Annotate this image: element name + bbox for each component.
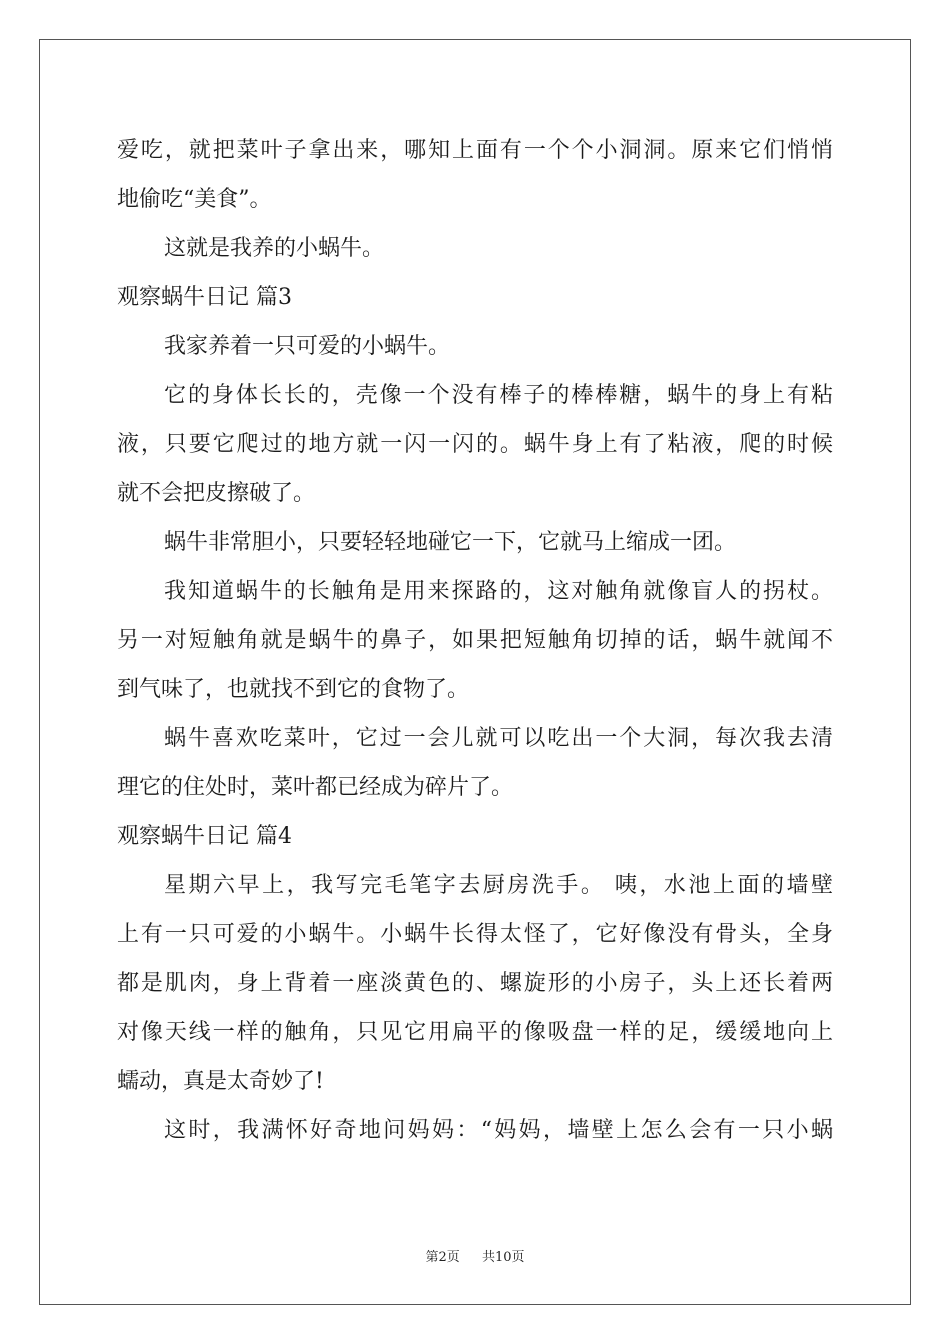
text-line: 都是肌肉，身上背着一座淡黄色的、螺旋形的小房子，头上还长着两 bbox=[117, 971, 833, 996]
text-line: 对像天线一样的触角，只见它用扁平的像吸盘一样的足，缓缓地向上 bbox=[117, 1020, 833, 1045]
text-line: 爱吃，就把菜叶子拿出来，哪知上面有一个个小洞洞。原来它们悄悄 bbox=[117, 138, 833, 163]
text-line: 液，只要它爬过的地方就一闪一闪的。蜗牛身上有了粘液，爬的时候 bbox=[117, 432, 833, 457]
section-heading: 观察蜗牛日记 篇4 bbox=[117, 824, 292, 849]
text-line: 这就是我养的小蜗牛。 bbox=[164, 236, 385, 261]
text-line: 上有一只可爱的小蜗牛。小蜗牛长得太怪了，它好像没有骨头，全身 bbox=[117, 922, 833, 947]
text-line: 蠕动，真是太奇妙了! bbox=[117, 1069, 324, 1094]
text-line: 我知道蜗牛的长触角是用来探路的，这对触角就像盲人的拐杖。 bbox=[164, 579, 833, 604]
text-line: 地偷吃“美食”。 bbox=[117, 187, 272, 212]
text-line: 就不会把皮擦破了。 bbox=[117, 481, 316, 506]
text-line: 另一对短触角就是蜗牛的鼻子，如果把短触角切掉的话，蜗牛就闻不 bbox=[117, 628, 833, 653]
page-number: 第2页 bbox=[425, 1250, 460, 1265]
text-line: 蜗牛喜欢吃菜叶，它过一会儿就可以吃出一个大洞，每次我去清 bbox=[164, 726, 833, 751]
text-line: 蜗牛非常胆小，只要轻轻地碰它一下，它就马上缩成一团。 bbox=[164, 530, 737, 555]
text-line: 它的身体长长的，壳像一个没有棒子的棒棒糖，蜗牛的身上有粘 bbox=[164, 383, 833, 408]
text-line: 星期六早上，我写完毛笔字去厨房洗手。 咦，水池上面的墙壁 bbox=[164, 873, 833, 898]
page-footer bbox=[0, 1246, 950, 1265]
page-total: 共10页 bbox=[482, 1250, 525, 1265]
text-line: 这时，我满怀好奇地问妈妈：“妈妈，墙壁上怎么会有一只小蜗 bbox=[164, 1118, 833, 1143]
text-line: 我家养着一只可爱的小蜗牛。 bbox=[164, 334, 451, 359]
text-line: 到气味了，也就找不到它的食物了。 bbox=[117, 677, 470, 702]
text-line: 理它的住处时，菜叶都已经成为碎片了。 bbox=[117, 775, 514, 800]
section-heading: 观察蜗牛日记 篇3 bbox=[117, 285, 292, 310]
